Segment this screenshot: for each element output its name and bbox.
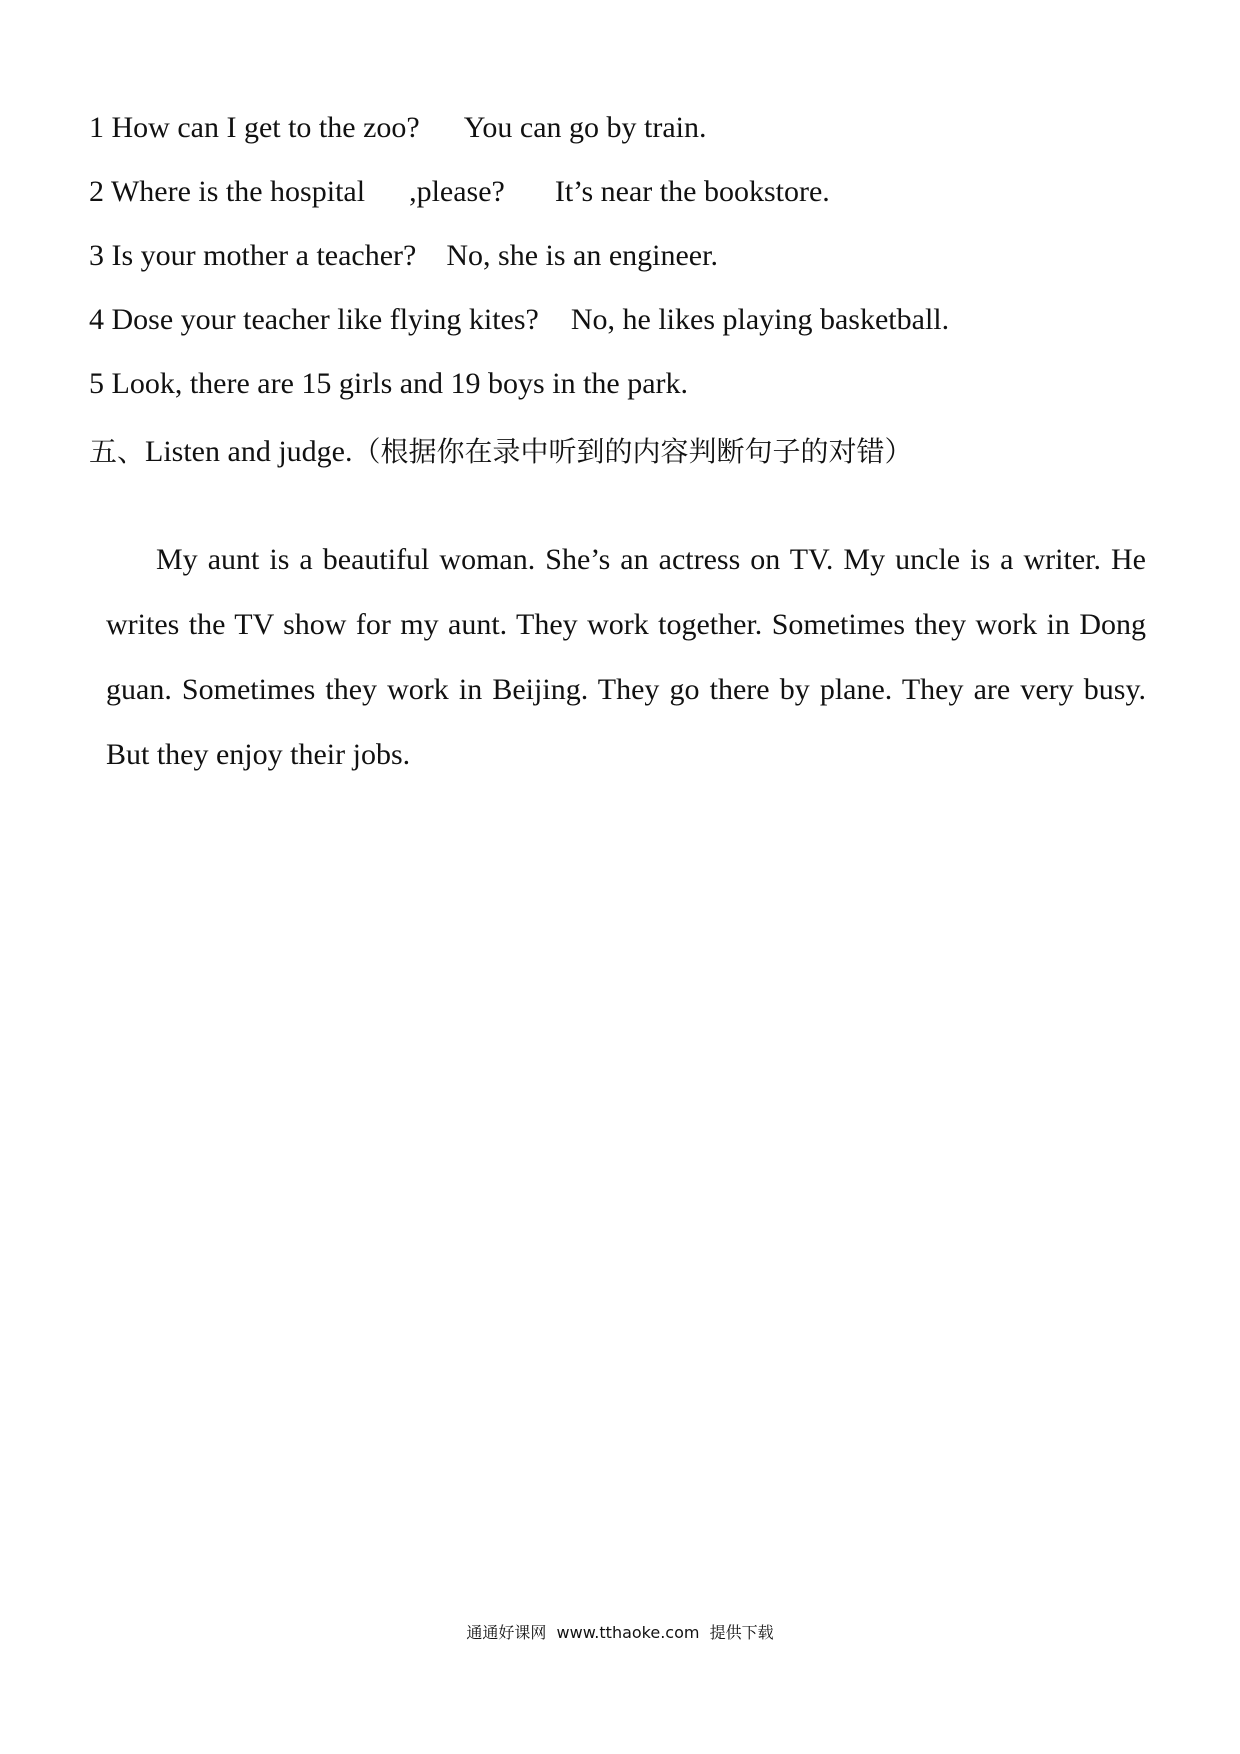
item-4-question: 4 Dose your teacher like flying kites? <box>89 303 539 336</box>
item-4 <box>89 300 949 340</box>
item-2-question-tail: ,please? <box>409 175 505 208</box>
footer-url: www.tthaoke.com <box>556 1623 700 1642</box>
item-1-question: 1 How can I get to the zoo? <box>89 111 420 144</box>
item-1 <box>89 108 707 148</box>
item-2-answer: It’s near the bookstore. <box>554 175 830 208</box>
item-5 <box>89 364 688 404</box>
item-2-question: 2 Where is the hospital <box>89 175 366 208</box>
item-4-answer: No, he likes playing basketball. <box>570 303 950 336</box>
item-3-question: 3 Is your mother a teacher? <box>89 239 417 272</box>
listening-passage: My aunt is a beautiful woman. She’s an actress on TV. My uncle is a writer. He writes the TV show for my aunt. They work together. Sometimes they work in Dong guan. Sometimes they work in Beijing. They go there by plane. They are very busy. But they enjoy their jobs. <box>106 543 1146 771</box>
section-5-heading <box>89 432 912 472</box>
item-1-answer: You can go by train. <box>463 111 707 144</box>
item-3-answer: No, she is an engineer. <box>446 239 718 272</box>
footer-site-name: 通通好课网 <box>466 1623 547 1642</box>
item-5-question: 5 Look, there are 15 girls and 19 boys in the park. <box>89 367 689 400</box>
section-5-instruction: （根据你在录中听到的内容判断句子的对错） <box>352 435 913 468</box>
item-2 <box>89 172 830 212</box>
section-5-number: 五、 <box>89 435 146 468</box>
footer-suffix: 提供下载 <box>709 1623 774 1642</box>
section-5-title: Listen and judge. <box>145 435 353 468</box>
footer <box>0 1623 1240 1643</box>
item-3 <box>89 236 718 276</box>
